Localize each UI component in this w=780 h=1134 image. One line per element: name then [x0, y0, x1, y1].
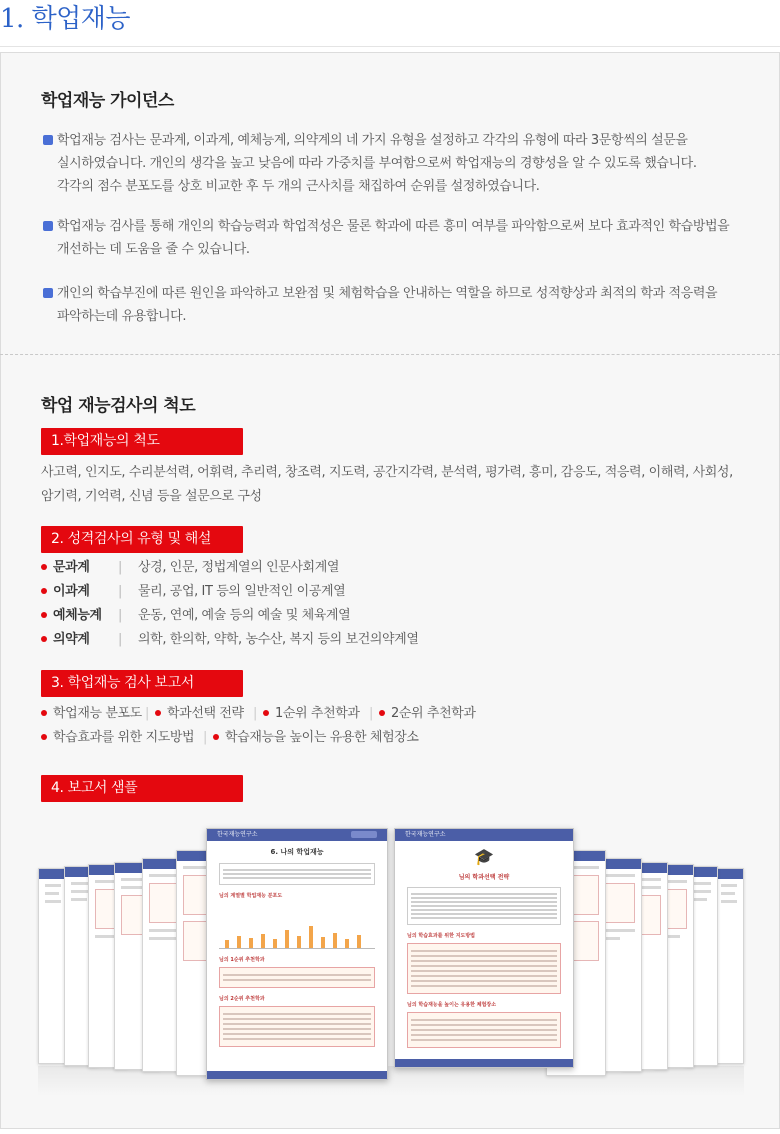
- red-dot-icon: [263, 710, 269, 716]
- guidance-heading: 학업재능 가이던스: [41, 91, 174, 111]
- sample-subtitle: 님의 학습효과를 위한 지도방법: [407, 933, 476, 939]
- square-bullet-icon: [43, 135, 53, 145]
- scale-description: [41, 461, 741, 509]
- sample-page-left: [206, 828, 388, 1080]
- guidance-item-1: [43, 129, 743, 198]
- scale-line: 암기력, 기억력, 신념 등을 설문으로 구성: [41, 489, 262, 504]
- report-separator: |: [253, 706, 257, 721]
- report-item: 학습효과를 위한 지도방법: [41, 727, 194, 749]
- sample-bar-chart: [219, 903, 375, 949]
- red-dot-icon: [41, 734, 47, 740]
- type-separator: |: [118, 560, 122, 575]
- sample-subtitle: 님의 1순위 추천학과: [219, 957, 265, 963]
- red-dot-icon: [41, 612, 47, 618]
- type-separator: |: [118, 584, 122, 599]
- graduation-cap-icon: 🎓: [474, 847, 494, 866]
- square-bullet-icon: [43, 288, 53, 298]
- type-description: 물리, 공업, IT 등의 일반적인 이공계열: [138, 584, 346, 599]
- section-label-sample: 4. 보고서 샘플: [41, 775, 243, 802]
- type-name: 이과계: [53, 584, 90, 599]
- guidance-line: 파악하는데 유용합니다.: [57, 309, 187, 324]
- type-name: 예체능계: [53, 608, 102, 623]
- section-divider: [0, 354, 780, 355]
- report-item: 학과선택 전략: [155, 703, 244, 725]
- scale-heading: 학업 재능검사의 척도: [41, 396, 196, 416]
- report-separator: |: [369, 706, 373, 721]
- guidance-line: 개인의 학습부진에 따른 원인을 파악하고 보완점 및 체험학습을 안내하는 역할을 하므로 성적향상과 최적의 학과 적응력을: [57, 286, 718, 301]
- sample-subtitle: 님의 학습재능을 높이는 유용한 체험장소: [407, 1002, 497, 1008]
- type-row-humanities: [41, 557, 641, 579]
- guidance-item-3: [43, 282, 743, 328]
- section-label-types: 2. 성격검사의 유형 및 해설: [41, 526, 243, 553]
- red-dot-icon: [379, 710, 385, 716]
- report-item: 학업재능 분포도: [41, 703, 142, 725]
- report-item: 1순위 추천학과: [263, 703, 360, 725]
- report-row-1: [41, 703, 731, 725]
- type-row-science: [41, 581, 641, 603]
- sample-subtitle: 님의 계열별 학업재능 분포도: [219, 893, 283, 899]
- red-dot-icon: [155, 710, 161, 716]
- red-dot-icon: [41, 588, 47, 594]
- type-separator: |: [118, 632, 122, 647]
- type-description: 상경, 인문, 정법계열의 인문사회계열: [138, 560, 340, 575]
- type-row-medical: [41, 629, 641, 651]
- red-dot-icon: [41, 564, 47, 570]
- report-separator: |: [145, 706, 149, 721]
- report-sample-image: [38, 826, 744, 1096]
- type-description: 운동, 연예, 예술 등의 예술 및 체육계열: [138, 608, 351, 623]
- sample-logo: 한국재능연구소: [405, 831, 446, 838]
- sample-logo: 한국재능연구소: [217, 831, 258, 838]
- sample-subtitle: 님의 2순위 추천학과: [219, 996, 265, 1002]
- square-bullet-icon: [43, 221, 53, 231]
- type-name: 문과계: [53, 560, 90, 575]
- section-label-report: 3. 학업재능 검사 보고서: [41, 670, 243, 697]
- type-description: 의학, 한의학, 약학, 농수산, 복지 등의 보건의약계열: [138, 632, 419, 647]
- scale-line: 사고력, 인지도, 수리분석력, 어휘력, 추리력, 창조력, 지도력, 공간지각력, 분석력, 평가력, 흥미, 감응도, 적응력, 이해력, 사회성,: [41, 465, 733, 480]
- guidance-line: 학업재능 검사를 통해 개인의 학습능력과 학업적성은 물론 학과에 따른 흥미 여부를 파악함으로써 보다 효과적인 학습방법을: [57, 219, 730, 234]
- report-separator: |: [203, 730, 207, 745]
- guidance-line: 각각의 점수 분포도를 상호 비교한 후 두 개의 근사치를 채집하여 순위를 설정하였습니다.: [57, 179, 540, 194]
- guidance-line: 개선하는 데 도움을 줄 수 있습니다.: [57, 242, 250, 257]
- red-dot-icon: [41, 636, 47, 642]
- report-item: 학습재능을 높이는 유용한 체험장소: [213, 727, 419, 749]
- guidance-line: 학업재능 검사는 문과계, 이과계, 예체능계, 의약계의 네 가지 유형을 설정하고 각각의 유형에 따라 3문항씩의 설문을: [57, 133, 688, 148]
- title-divider: [0, 46, 780, 47]
- type-name: 의약계: [53, 632, 90, 647]
- red-dot-icon: [213, 734, 219, 740]
- type-separator: |: [118, 608, 122, 623]
- sample-page-title: 님의 학과선택 전략: [458, 874, 510, 881]
- page-title: 1. 학업재능: [0, 4, 131, 34]
- report-row-2: [41, 727, 731, 749]
- sample-page-title: 6. 나의 학업재능: [270, 848, 324, 856]
- guidance-line: 실시하였습니다. 개인의 생각을 높고 낮음에 따라 가중치를 부여함으로써 학업재능의 경향성을 알 수 있도록 했습니다.: [57, 156, 697, 171]
- sample-page-right: [394, 828, 574, 1068]
- section-label-scale: 1.학업재능의 척도: [41, 428, 243, 455]
- type-row-arts: [41, 605, 641, 627]
- report-item: 2순위 추천학과: [379, 703, 476, 725]
- sample-thumbnail: [714, 868, 744, 1064]
- guidance-item-2: [43, 215, 743, 261]
- red-dot-icon: [41, 710, 47, 716]
